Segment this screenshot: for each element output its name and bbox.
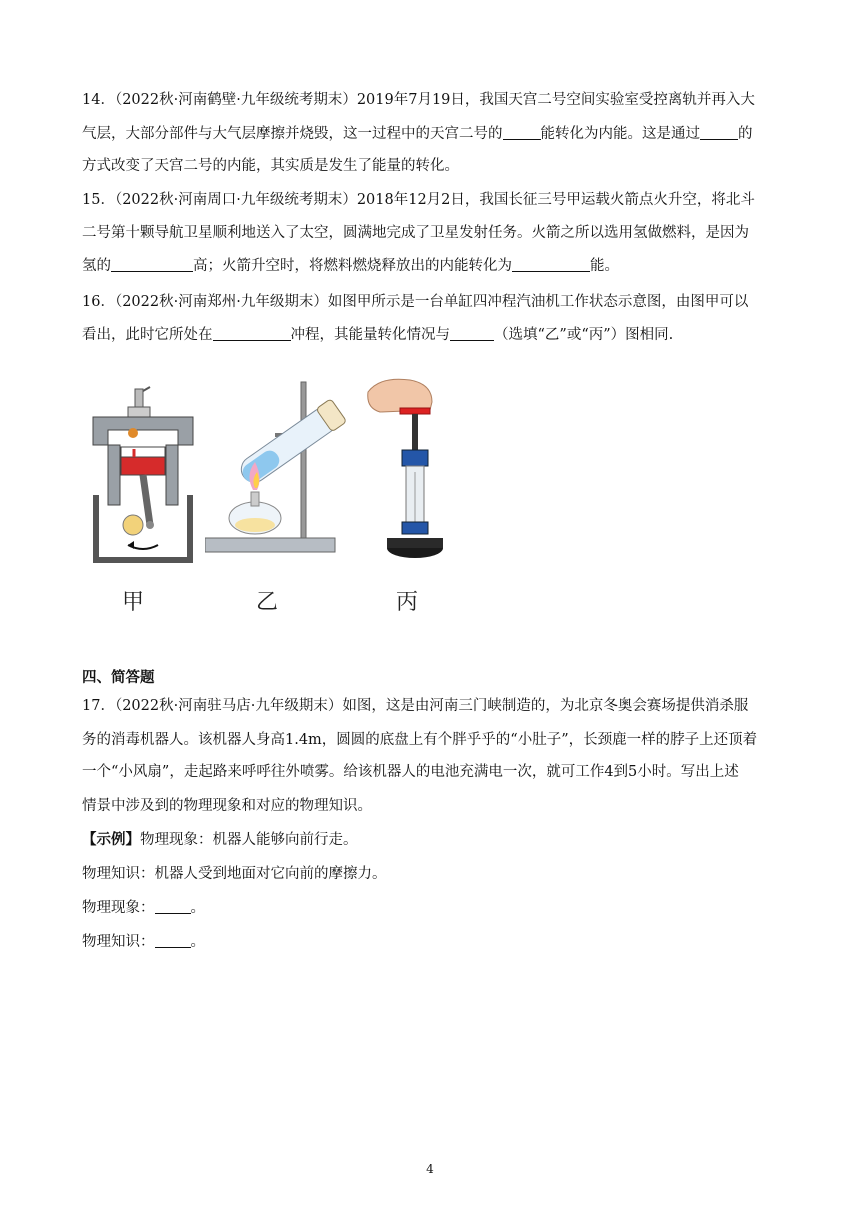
q16-line-2: 看出，此时它所处在 冲程，其能量转化情况与 （选填“乙”或“丙”）图相同. [82, 327, 674, 343]
answer-blank[interactable] [512, 257, 590, 272]
q17-knowledge-example: 物理知识：机器人受到地面对它向前的摩擦力。 [82, 866, 387, 882]
fire-syringe-diagram [360, 372, 450, 570]
q14-line-3: 方式改变了天宫二号的内能，其实质是发生了能量的转化。 [82, 158, 459, 174]
page-number: 4 [426, 1162, 434, 1176]
q15-line-2: 二号第十颗导航卫星顺利地送入了太空，圆满地完成了卫星发射任务。火箭之所以选用氢做燃料，是因为 [82, 225, 749, 241]
answer-blank[interactable] [503, 125, 541, 140]
figure-label-jia: 甲 [122, 590, 145, 615]
answer-blank[interactable] [213, 326, 291, 341]
answer-blank[interactable] [111, 257, 193, 272]
answer-blank[interactable] [155, 933, 191, 948]
q17-line-1: 17．（2022秋·河南驻马店·九年级期末）如图，这是由河南三门峡制造的，为北京冬奥会赛场提供消杀服 [82, 698, 749, 714]
answer-blank[interactable] [450, 326, 494, 341]
q16-line-1: 16．（2022秋·河南郑州·九年级期末）如图甲所示是一台单缸四冲程汽油机工作状态示意图，由图甲可以 [82, 294, 749, 310]
figure-label-yi: 乙 [256, 590, 279, 615]
section-title: 四、简答题 [82, 669, 155, 686]
q14-line-2: 气层，大部分部件与大气层摩擦并烧毁，这一过程中的天宫二号的 能转化为内能。这是通过 的 [82, 126, 753, 142]
q17-example: 【示例】物理现象：机器人能够向前行走。 [82, 831, 358, 848]
test-tube-heating-diagram [205, 380, 355, 555]
figure-label-bing: 丙 [396, 590, 419, 615]
q17-phenomenon: 物理现象： 。 [82, 900, 205, 916]
q15-line-3: 氢的 高；火箭升空时，将燃料燃烧释放出的内能转化为 能。 [82, 258, 619, 274]
q17-line-2: 务的消毒机器人。该机器人身高1.4m，圆圆的底盘上有个胖乎乎的“小肚子”，长颈鹿一样的脖子上还顶着 [82, 732, 758, 748]
q17-line-3: 一个“小风扇”，走起路来呼呼往外喷雾。给该机器人的电池充满电一次，就可工作4到5小时。写出上述 [82, 764, 739, 780]
answer-blank[interactable] [700, 125, 738, 140]
engine-diagram [88, 385, 198, 570]
answer-blank[interactable] [155, 899, 191, 914]
q17-knowledge: 物理知识： 。 [82, 934, 205, 950]
q14-line-1: 14．（2022秋·河南鹤壁·九年级统考期末）2019年7月19日，我国天宫二号空间实验室受控离轨并再入大 [82, 92, 755, 108]
q17-line-4: 情景中涉及到的物理现象和对应的物理知识。 [82, 798, 372, 814]
q15-line-1: 15．（2022秋·河南周口·九年级统考期末）2018年12月2日，我国长征三号甲运载火箭点火升空，将北斗 [82, 192, 755, 208]
